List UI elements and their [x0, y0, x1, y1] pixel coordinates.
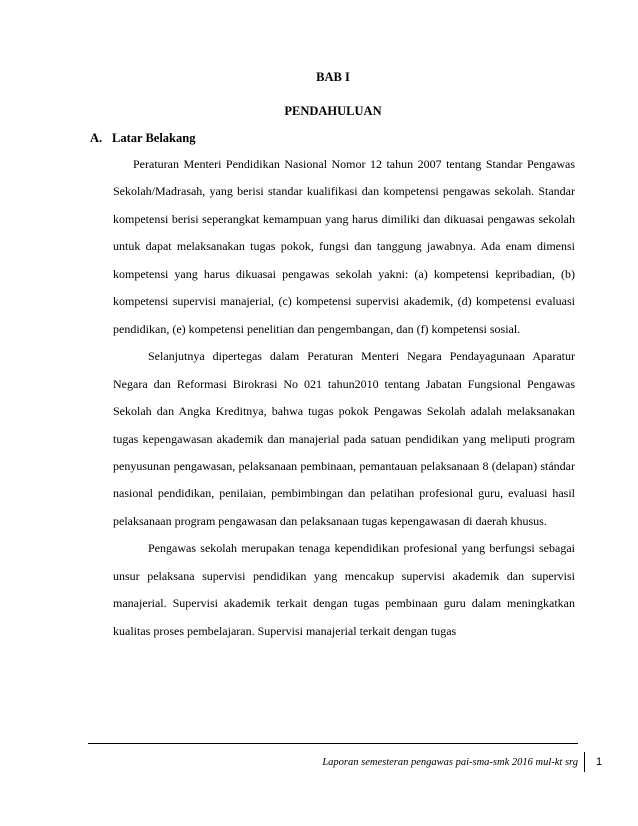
- section-title: Latar Belakang: [112, 131, 196, 145]
- section-heading: [90, 131, 195, 146]
- footer-text: Laporan semesteran pengawas pai-sma-smk 2016 mul-kt srg: [322, 757, 578, 768]
- chapter-title: PENDAHULUAN: [284, 104, 382, 118]
- paragraph-3: Pengawas sekolah merupakan tenaga kependidikan profesional yang berfungsi sebagai unsur pelaksana supervisi pendidikan yang mencakup supervisi akademik dan supervisi manajerial. Supervisi akademik terkait dengan tugas pembinaan guru dalam meningkatkan kualitas proses pembelajaran. Supervisi manajerial terkait dengan tugas: [113, 541, 575, 638]
- paragraph-2: Selanjutnya dipertegas dalam Peraturan Menteri Negara Pendayagunaan Aparatur Negara dan Reformasi Birokrasi No 021 tahun2010 tentang Jabatan Fungsional Pengawas Sekolah dan Angka Kreditnya, bahwa tugas pokok Pengawas Sekolah adalah melaksanakan tugas kepengawasan akademik dan manajerial pada satuan pendidikan yang meliputi program penyusunan pengawasan, pelaksanaan pembinaan, pemantauan pelaksanaan 8 (delapan) stándar nasional pendidikan, penilaian, pembimbingan dan pelatihan profesional guru, evaluasi hasil pelaksanaan program pengawasan dan pelaksanaan tugas kepengawasan di daerah khusus.: [113, 349, 575, 528]
- footer-divider: [88, 743, 578, 744]
- body-text: [113, 151, 575, 645]
- page-number: 1: [584, 752, 613, 772]
- section-label: A.: [90, 131, 103, 145]
- chapter-number: BAB I: [316, 70, 350, 84]
- paragraph-1: Peraturan Menteri Pendidikan Nasional Nomor 12 tahun 2007 tentang Standar Pengawas Sekolah/Madrasah, yang berisi standar kualifikasi dan kompetensi pengawas sekolah. Standar kompetensi berisi seperangkat kemampuan yang harus dimiliki dan dikuasai pengawas sekolah untuk dapat melaksanakan tugas pokok, fungsi dan tanggung jawabnya. Ada enam dimensi kompetensi yang harus dikuasai pengawas sekolah yakni: (a) kompetensi kepribadian, (b) kompetensi supervisi manajerial, (c) kompetensi supervisi akademik, (d) kompetensi evaluasi pendidikan, (e) kompetensi penelitian dan pengembangan, dan (f) kompetensi sosial.: [113, 157, 575, 336]
